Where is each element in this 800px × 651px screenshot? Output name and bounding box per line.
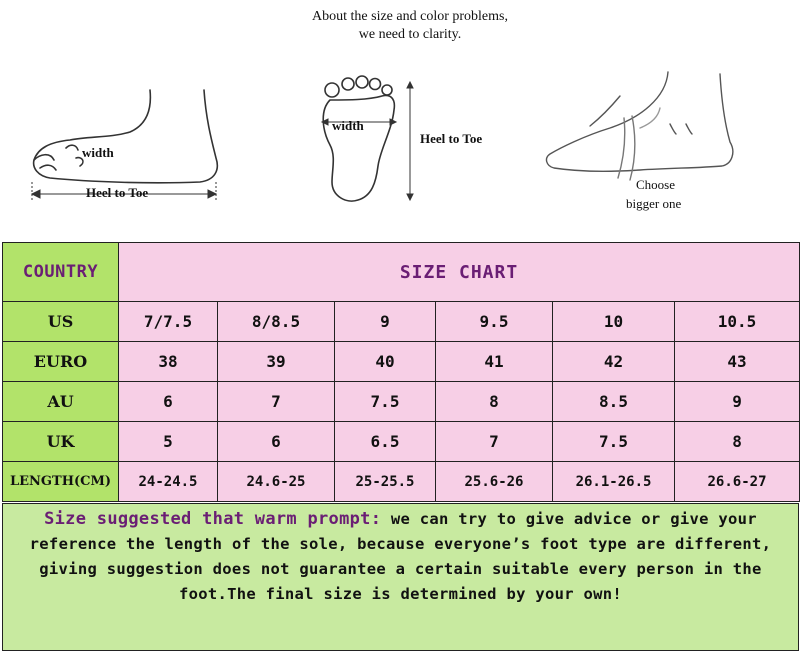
row-label-uk: UK (3, 422, 119, 462)
table-row (3, 302, 800, 342)
size-chart-title: SIZE CHART (119, 243, 800, 302)
table-row (3, 382, 800, 422)
choose-line-1: Choose (636, 177, 675, 192)
size-suggestion-note (2, 503, 799, 651)
sole-heel-to-toe-label: Heel to Toe (420, 131, 483, 146)
size-cell: 8/8.5 (218, 302, 335, 342)
size-cell: 6.5 (335, 422, 436, 462)
size-cell: 8.5 (553, 382, 675, 422)
size-cell: 24.6-25 (218, 462, 335, 502)
size-cell: 39 (218, 342, 335, 382)
size-chart-table (2, 242, 800, 502)
size-cell: 42 (553, 342, 675, 382)
size-cell: 8 (675, 422, 800, 462)
note-text: we can try to give advice or give your reference the length of the sole, because everyone’s foot type are different, giving suggestion does not guarantee a certain suitable every person in the foot.The final size is determined by your own! (29, 510, 772, 603)
intro-text (0, 8, 800, 44)
size-cell: 7/7.5 (119, 302, 218, 342)
row-label-us: US (3, 302, 119, 342)
size-cell: 5 (119, 422, 218, 462)
table-row (3, 462, 800, 502)
sole-width-label: width (332, 118, 364, 133)
foot-sole-illustration (310, 70, 420, 210)
size-cell: 25-25.5 (335, 462, 436, 502)
foot-measurement-illustrations (0, 60, 800, 220)
foot-in-shoe-illustration (540, 68, 740, 188)
row-label-euro: EURO (3, 342, 119, 382)
side-width-label: width (82, 145, 114, 160)
size-cell: 9 (675, 382, 800, 422)
size-cell: 7 (218, 382, 335, 422)
table-header-row (3, 243, 800, 302)
size-cell: 7 (436, 422, 553, 462)
size-cell: 7.5 (335, 382, 436, 422)
intro-line-2: we need to clarity. (358, 27, 462, 42)
size-cell: 8 (436, 382, 553, 422)
table-row (3, 342, 800, 382)
row-label-length: LENGTH(CM) (3, 462, 119, 502)
size-cell: 10 (553, 302, 675, 342)
size-cell: 41 (436, 342, 553, 382)
intro-line-1: About the size and color problems, (312, 9, 508, 24)
note-lead: Size suggested that warm prompt: (44, 509, 382, 529)
size-cell: 6 (119, 382, 218, 422)
table-row (3, 422, 800, 462)
size-cell: 9 (335, 302, 436, 342)
size-cell: 26.6-27 (675, 462, 800, 502)
choose-line-2: bigger one (626, 196, 682, 211)
size-cell: 7.5 (553, 422, 675, 462)
size-cell: 40 (335, 342, 436, 382)
row-label-au: AU (3, 382, 119, 422)
side-heel-to-toe-label: Heel to Toe (86, 185, 149, 200)
country-header: COUNTRY (3, 243, 119, 302)
size-cell: 38 (119, 342, 218, 382)
size-cell: 43 (675, 342, 800, 382)
size-cell: 26.1-26.5 (553, 462, 675, 502)
size-cell: 25.6-26 (436, 462, 553, 502)
size-cell: 10.5 (675, 302, 800, 342)
size-cell: 9.5 (436, 302, 553, 342)
size-cell: 6 (218, 422, 335, 462)
size-cell: 24-24.5 (119, 462, 218, 502)
